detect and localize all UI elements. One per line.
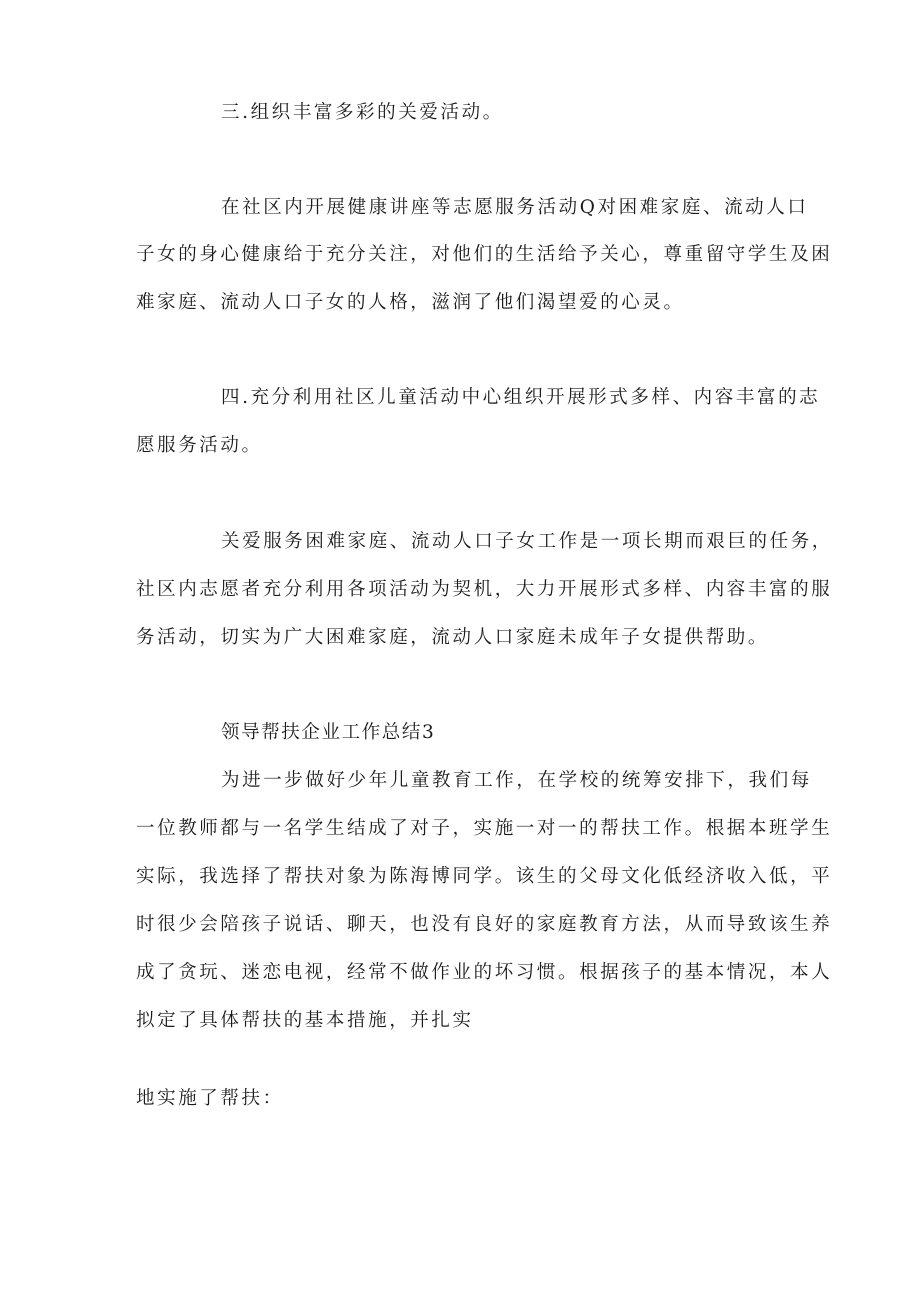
- paragraph-4: 地实施了帮扶：: [136, 1088, 284, 1109]
- paragraph-3-line-2: 一位教师都与一名学生结成了对子，实施一对一的帮扶工作。根据本班学生: [136, 818, 833, 839]
- paragraph-3-line-1: 为进一步做好少年儿童教育工作，在学校的统筹安排下，我们每: [221, 770, 812, 791]
- section-3-heading: 三.组织丰富多彩的关爱活动。: [221, 102, 504, 123]
- section-4-heading-line-2: 愿服务活动。: [136, 435, 263, 456]
- section-4-heading-line-1: 四.充分利用社区儿童活动中心组织开展形式多样、内容丰富的志: [221, 387, 821, 408]
- paragraph-3-line-4: 时很少会陪孩子说话、聊天，也没有良好的家庭教育方法，从而导致该生养: [136, 914, 833, 935]
- paragraph-2-line-2: 社区内志愿者充分利用各项活动为契机，大力开展形式多样、内容丰富的服: [136, 579, 833, 600]
- paragraph-1-line-2: 子女的身心健康给于充分关注，对他们的生活给予关心，尊重留守学生及困: [136, 244, 833, 265]
- paragraph-1-line-1: 在社区内开展健康讲座等志愿服务活动Q对困难家庭、流动人口: [221, 197, 809, 218]
- summary-title-3: 领导帮扶企业工作总结3: [221, 722, 436, 743]
- paragraph-3-line-6: 拟定了具体帮扶的基本措施，并扎实: [136, 1010, 474, 1031]
- paragraph-2-line-1: 关爱服务困难家庭、流动人口子女工作是一项长期而艰巨的任务，: [221, 531, 833, 552]
- paragraph-1-line-3: 难家庭、流动人口子女的人格，滋润了他们渴望爱的心灵。: [136, 292, 685, 313]
- paragraph-3-line-5: 成了贪玩、迷恋电视，经常不做作业的坏习惯。根据孩子的基本情况，本人: [136, 962, 833, 983]
- paragraph-2-line-3: 务活动，切实为广大困难家庭，流动人口家庭未成年子女提供帮助。: [136, 627, 770, 648]
- paragraph-3-line-3: 实际，我选择了帮扶对象为陈海博同学。该生的父母文化低经济收入低，平: [136, 866, 833, 887]
